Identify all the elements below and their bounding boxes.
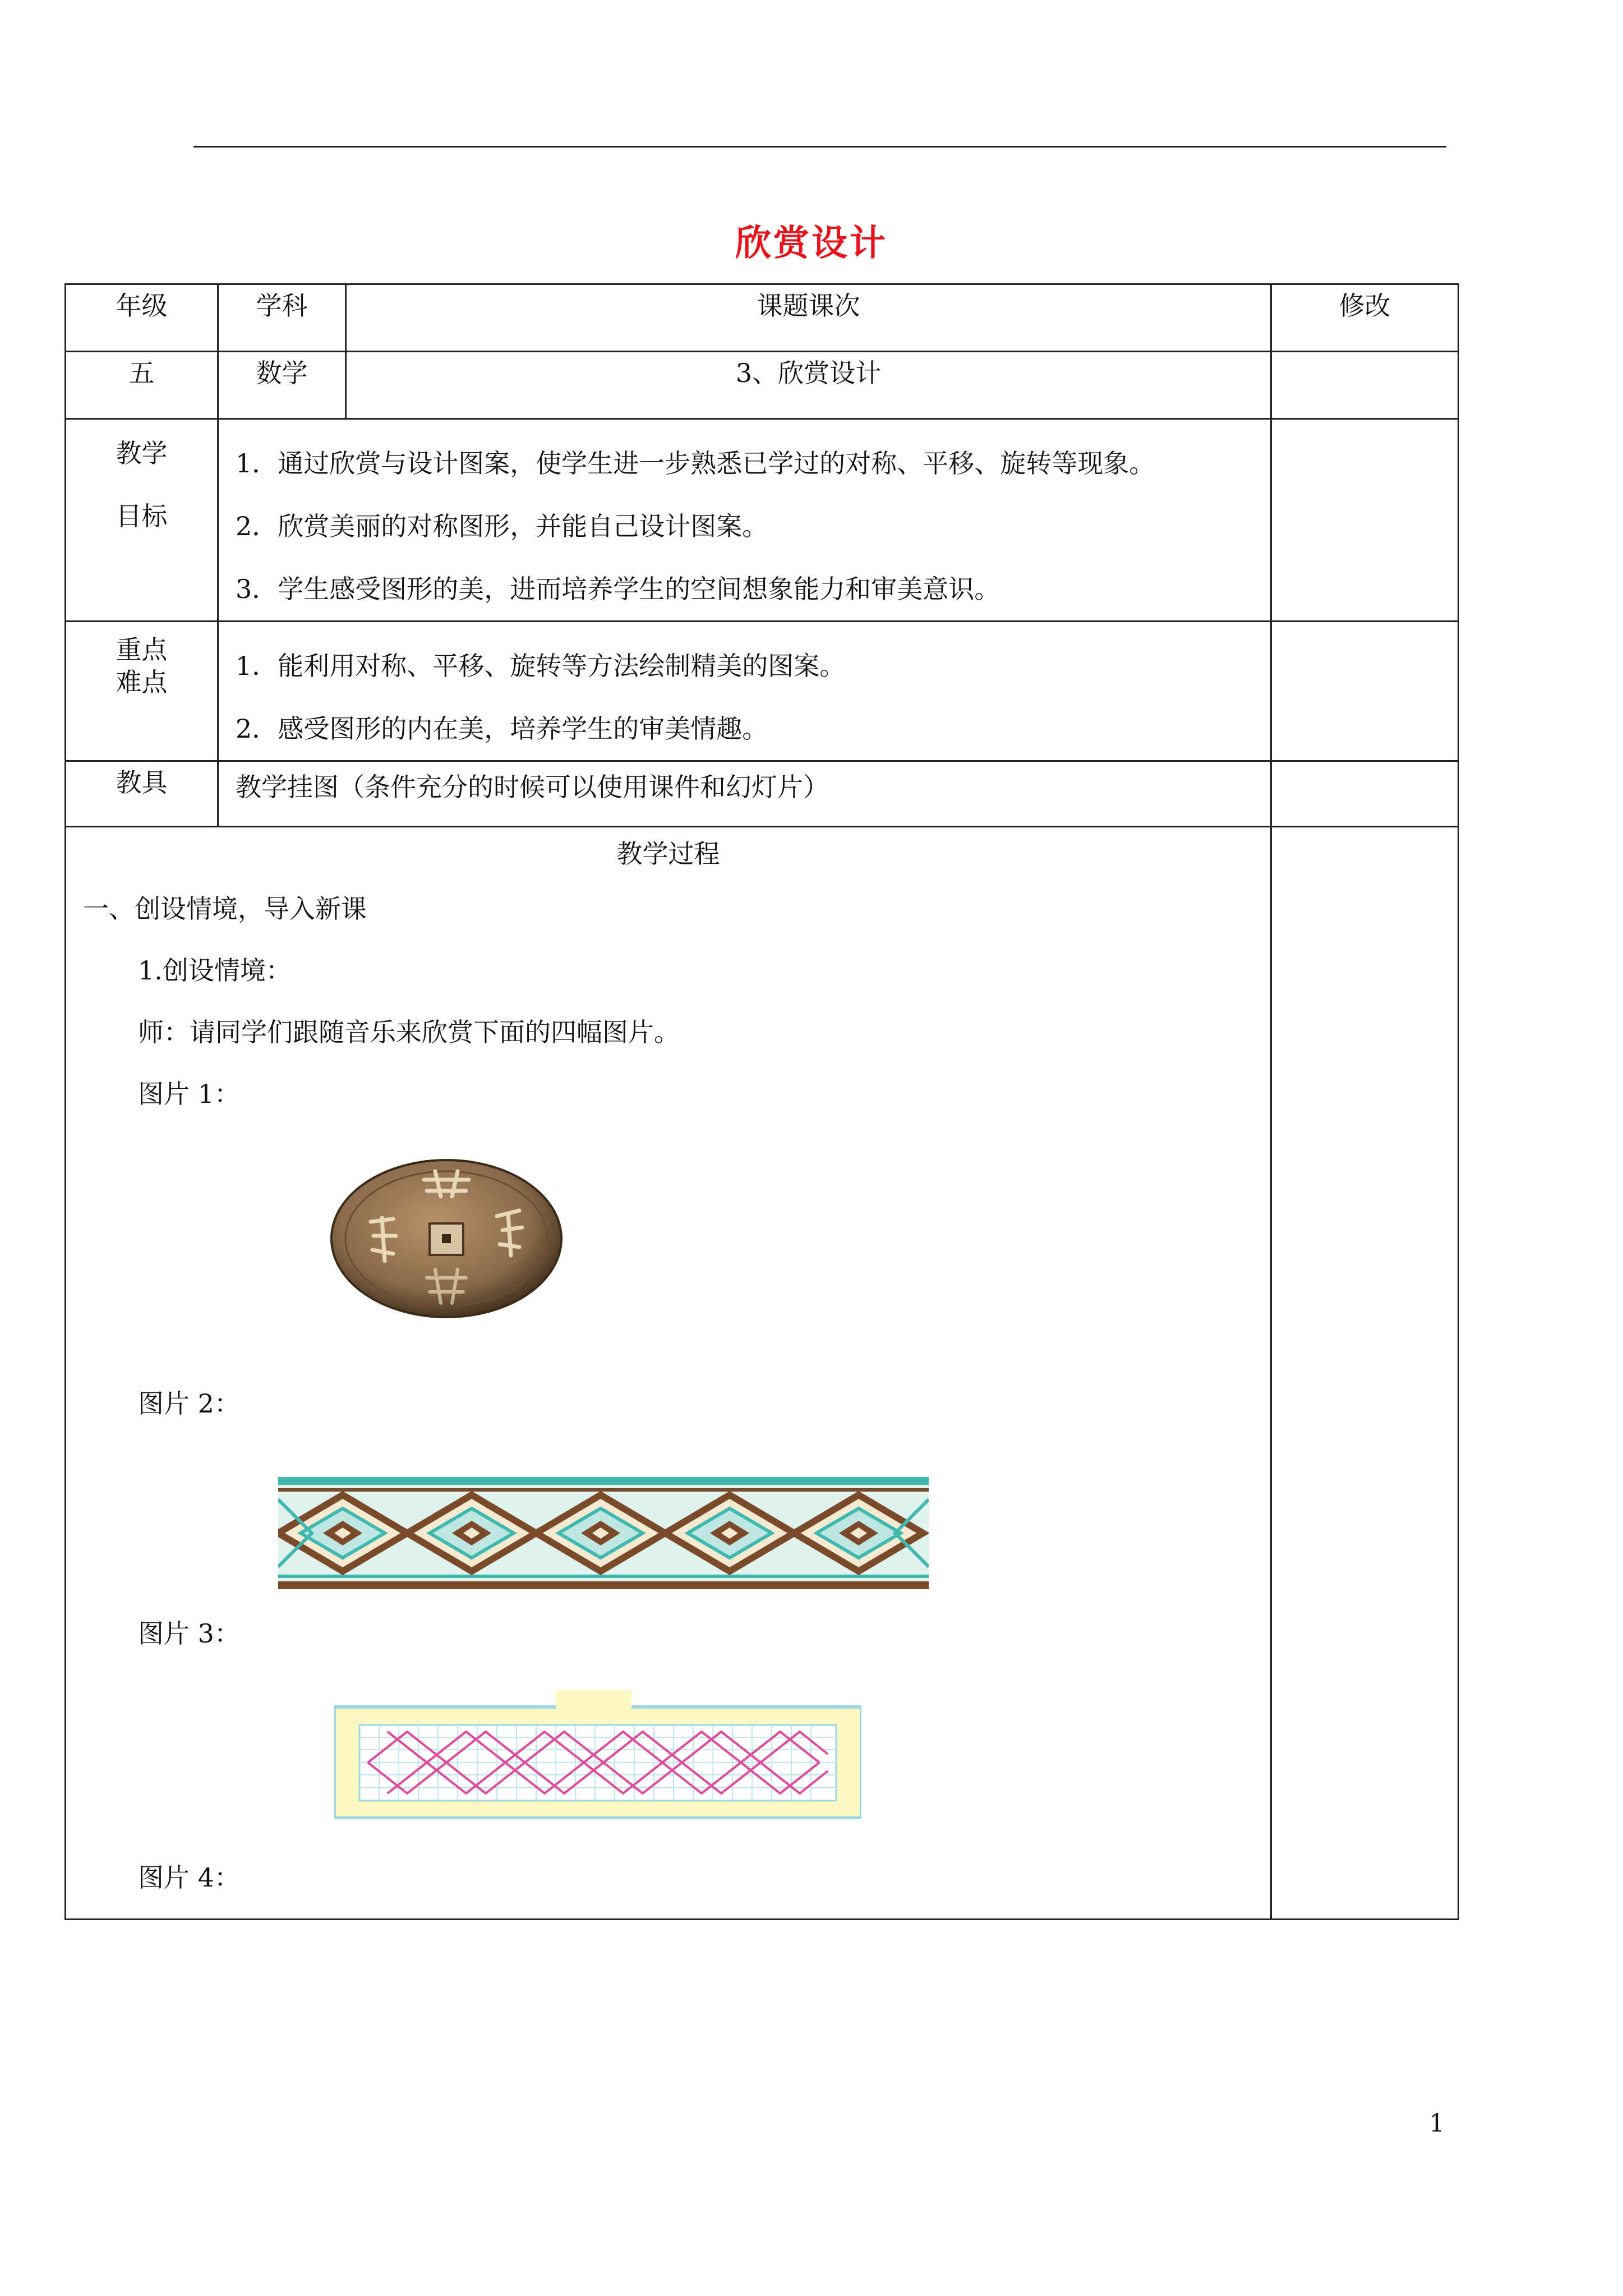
- process-revise-cell: [1271, 827, 1459, 1920]
- revise-header: 修改: [1339, 291, 1391, 321]
- subject-header-cell: [218, 284, 346, 352]
- grade-header-cell: [66, 284, 218, 352]
- figure-label: 图片 3：: [138, 1618, 240, 1649]
- topic-header: 课题课次: [757, 291, 860, 321]
- step-heading: 1.创设情境：: [138, 955, 292, 986]
- goal-item: 3．学生感受图形的美，进而培养学生的空间想象能力和审美意识。: [236, 574, 1000, 604]
- key-point-item: 2．感受图形的内在美，培养学生的审美情趣。: [236, 714, 768, 744]
- tools-text: 教学挂图（条件充分的时候可以使用课件和幻灯片）: [236, 772, 829, 802]
- subject-cell: [218, 352, 346, 419]
- goals-content-cell: [218, 419, 1271, 622]
- figure-label: 图片 2：: [138, 1388, 240, 1419]
- page-number: 1: [1429, 2109, 1445, 2138]
- goal-item: 2．欣赏美丽的对称图形，并能自己设计图案。: [236, 511, 768, 541]
- grade-cell: [66, 352, 218, 419]
- header-rule: [193, 146, 1446, 148]
- revise-header-cell: [1271, 284, 1459, 352]
- tools-content-cell: [218, 761, 1271, 827]
- process-title: 教学过程: [616, 839, 720, 869]
- tools-label-cell: [66, 761, 218, 827]
- grade-value: 五: [128, 358, 155, 388]
- topic-header-cell: [346, 284, 1271, 352]
- coin-image: [329, 1157, 564, 1320]
- lesson-plan-table: [64, 283, 1459, 1920]
- figure-label: 图片 1：: [138, 1079, 240, 1109]
- key-point-item: 1．能利用对称、平移、旋转等方法绘制精美的图案。: [236, 651, 846, 681]
- goals-row: [66, 419, 1459, 622]
- key-points-label-line-2: 难点: [116, 667, 168, 697]
- tools-revise-cell: [1271, 761, 1459, 827]
- revise-cell: [1271, 352, 1459, 419]
- border-pattern-image: [278, 1477, 929, 1589]
- figure-label: 图片 4：: [138, 1862, 240, 1893]
- goal-item: 1．通过欣赏与设计图案，使学生进一步熟悉已学过的对称、平移、旋转等现象。: [236, 448, 1155, 478]
- subject-value: 数学: [256, 358, 308, 388]
- subject-header: 学科: [256, 291, 308, 321]
- key-points-content-cell: [218, 622, 1271, 761]
- tools-row: [66, 761, 1459, 827]
- process-row: [66, 827, 1459, 1920]
- header-row: [66, 284, 1459, 352]
- grid-pattern-image: [334, 1690, 861, 1819]
- value-row: [66, 352, 1459, 419]
- goals-revise-cell: [1271, 419, 1459, 622]
- goals-label-line-2: 目标: [116, 501, 168, 531]
- key-points-label-cell: [66, 622, 218, 761]
- grade-header: 年级: [116, 291, 168, 321]
- topic-value: 3、欣赏设计: [735, 358, 882, 388]
- goals-label-cell: [66, 419, 218, 622]
- key-points-label-line-1: 重点: [116, 634, 168, 665]
- process-content-cell: [66, 827, 1271, 1920]
- document-title: 欣赏设计: [735, 223, 888, 264]
- teacher-line: 师：请同学们跟随音乐来欣赏下面的四幅图片。: [138, 1017, 680, 1047]
- tools-label: 教具: [116, 767, 168, 798]
- key-points-row: [66, 622, 1459, 761]
- topic-cell: [346, 352, 1271, 419]
- section-heading: 一、创设情境，导入新课: [83, 894, 367, 924]
- key-points-revise-cell: [1271, 622, 1459, 761]
- goals-label-line-1: 教学: [116, 438, 168, 468]
